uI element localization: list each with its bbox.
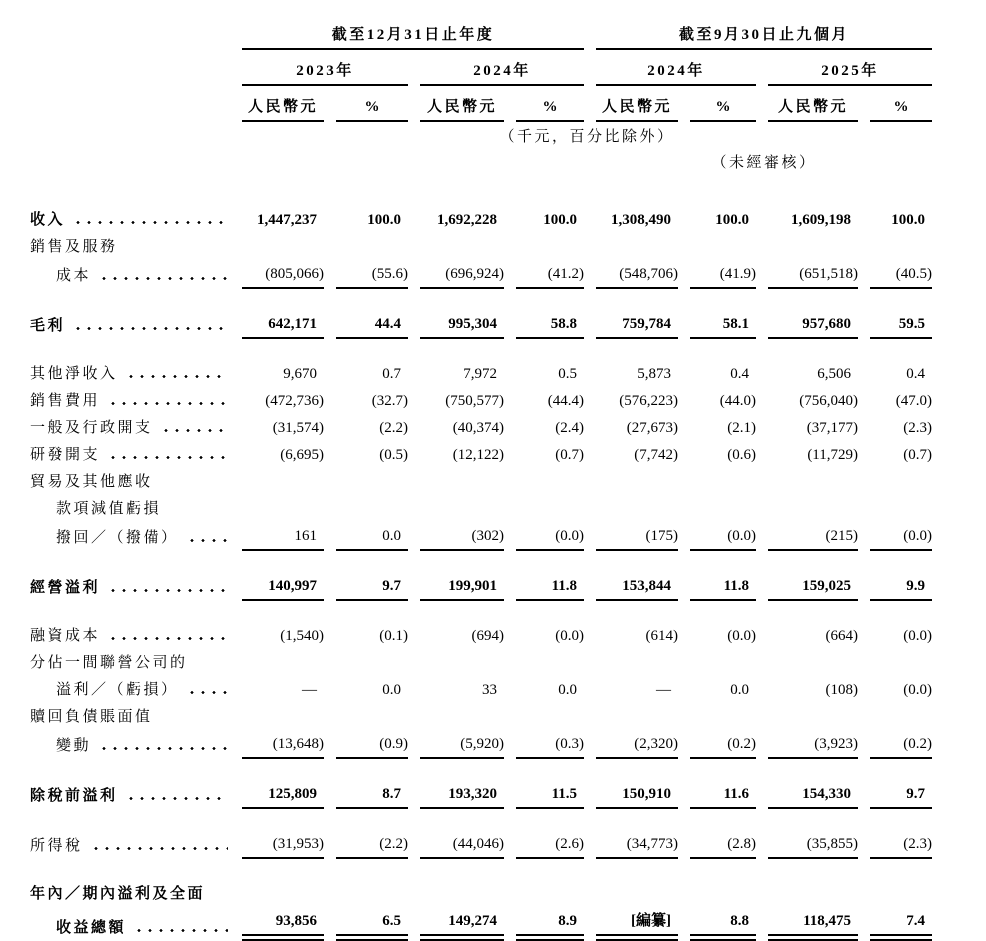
cell-value: (44.4) [547,393,584,409]
cell-value: (0.2) [690,726,756,759]
cell-value [768,876,858,903]
row-label: 收益總額 [56,920,127,936]
year-header-2023: 2023年 [242,50,408,86]
cell-value [690,699,756,726]
cell-value: (40.5) [870,256,932,289]
cell-value [690,876,756,903]
year-header-2024: 2024年 [420,50,584,86]
cell-value: 7,972 [463,366,497,382]
row-label: 除稅前溢利 [30,788,118,804]
row-spacer [30,601,932,618]
cell-value [596,464,678,491]
cell-value: (750,577) [445,393,504,409]
row-label: 贖回負債賬面值 [30,709,153,725]
cell-value: 1,692,228 [437,212,497,228]
cell-value [516,491,584,518]
cell-value: 100.0 [891,212,925,228]
table-row-impairment-reversal-provision [30,518,932,551]
cell-value [768,464,858,491]
cell-value [336,876,408,903]
cell-value: 33 [482,682,497,698]
cell-value: (2.2) [379,420,408,436]
cell-value: 642,171 [242,306,324,339]
table-row-impairment-reversal-provision-labelline-0 [30,464,932,491]
cell-value: 9.9 [870,568,932,601]
cell-value: 8.9 [516,903,584,941]
row-label-cell [30,903,230,941]
cell-value: 140,997 [242,568,324,601]
cell-value: (0.5) [379,447,408,463]
table-row-other-net-income [30,356,932,383]
cell-value [242,229,324,256]
period-header-annual: 截至12月31日止年度 [242,14,584,50]
table-row-revenue [30,202,932,229]
row-label: 一般及行政開支 [30,420,153,436]
cell-value: 150,910 [596,776,678,809]
period-header-row [30,14,932,50]
cell-value: 1,447,237 [257,212,317,228]
dot-leader [73,220,228,225]
cell-value: (2.4) [555,420,584,436]
header-spacer-cell [30,86,230,122]
cell-value [516,229,584,256]
cell-value: (41.2) [516,256,584,289]
cell-value: 11.5 [516,776,584,809]
col-header-currency: 人民幣元 [596,86,678,122]
dot-leader [126,796,228,801]
cell-value [420,699,504,726]
cell-value: (31,953) [242,826,324,859]
row-label-cell [30,383,230,410]
row-label-cell [30,568,230,601]
dot-leader [161,428,228,433]
dot-leader [126,374,228,379]
row-label: 毛利 [30,318,66,334]
year-header-row [30,50,932,86]
dot-leader [134,928,228,933]
col-header-currency: 人民幣元 [420,86,504,122]
cell-value: 8.8 [690,903,756,941]
row-label-cell [30,202,230,229]
cell-value: (548,706) [596,256,678,289]
cell-value: 58.8 [516,306,584,339]
cell-value: (0.9) [336,726,408,759]
cell-value: 125,809 [242,776,324,809]
cell-value [596,645,678,672]
row-label: 款項減值虧損 [56,501,162,517]
table-row-general-admin-expenses [30,410,932,437]
cell-value: 957,680 [768,306,858,339]
cell-value: (215) [768,518,858,551]
cell-value: (756,040) [799,393,858,409]
cell-value: (2.6) [516,826,584,859]
cell-value: (0.0) [903,628,932,644]
cell-value: (0.6) [727,447,756,463]
cell-value: 6.5 [336,903,408,941]
unaudited-note: （未經審核） [711,155,817,171]
cell-value: 1,308,490 [611,212,671,228]
cell-value [516,699,584,726]
table-row-total-profit-comprehensive-income-labelline-0 [30,876,932,903]
row-spacer [30,859,932,876]
cell-value [690,645,756,672]
cell-value: 0.5 [558,366,577,382]
cell-value: (108) [825,682,858,698]
cell-value [242,491,324,518]
dot-leader [73,326,228,331]
cell-value: (0.0) [870,518,932,551]
row-label-cell [30,699,230,726]
cell-value: (32.7) [371,393,408,409]
cell-value: (35,855) [768,826,858,859]
row-label-cell [30,437,230,464]
table-row-share-of-associate-profit-loss [30,672,932,699]
row-label-cell [30,518,230,551]
cell-value: (2.3) [870,826,932,859]
cell-value: 11.8 [516,568,584,601]
col-header-percent: % [516,86,584,122]
cell-value: 9.7 [870,776,932,809]
cell-value: (0.0) [903,682,932,698]
cell-value: (805,066) [242,256,324,289]
income-statement-table [18,14,944,941]
row-label-cell [30,876,230,903]
row-label-cell [30,618,230,645]
cell-value: 100.0 [715,212,749,228]
cell-value [690,491,756,518]
cell-value [870,699,932,726]
cell-value [336,645,408,672]
cell-value: 154,330 [768,776,858,809]
dot-leader [108,455,228,460]
row-label: 貿易及其他應收 [30,474,153,490]
column-header-row [30,86,932,122]
cell-value: 153,844 [596,568,678,601]
cell-value: (472,736) [265,393,324,409]
cell-value: (6,695) [280,447,324,463]
row-label-cell [30,491,230,518]
cell-value: 9.7 [336,568,408,601]
table-row-selling-expenses [30,383,932,410]
row-label: 年內／期內溢利及全面 [30,886,206,902]
unaudited-note-row [30,146,932,172]
cell-value [596,699,678,726]
cell-value: 161 [242,518,324,551]
cell-value [516,876,584,903]
cell-value [420,229,504,256]
table-row-redemption-liabilities-change [30,726,932,759]
row-label: 分佔一間聯營公司的 [30,655,188,671]
dot-leader [187,538,228,543]
dot-leader [108,588,228,593]
cell-value [516,464,584,491]
cell-value [596,229,678,256]
period-header-interim: 截至9月30日止九個月 [596,14,932,50]
cell-value [768,229,858,256]
cell-value: 0.0 [558,682,577,698]
col-header-percent: % [870,86,932,122]
table-row-income-tax [30,826,932,859]
cell-value: 0.0 [730,682,749,698]
col-header-currency: 人民幣元 [242,86,324,122]
cell-value [420,645,504,672]
table-row-cost-of-sales-and-services-labelline-0 [30,229,932,256]
cell-value: 0.4 [730,366,749,382]
cell-value: 193,320 [420,776,504,809]
cell-value [336,491,408,518]
cell-value: (0.0) [555,628,584,644]
cell-value [336,464,408,491]
row-label-cell [30,410,230,437]
table-row-operating-profit [30,568,932,601]
row-label: 經營溢利 [30,580,101,596]
cell-value: (0.3) [516,726,584,759]
cell-value: (27,673) [626,420,678,436]
col-header-currency: 人民幣元 [768,86,858,122]
cell-value [420,876,504,903]
cell-value: (12,122) [452,447,504,463]
row-label: 成本 [56,268,92,284]
cell-value: (0.2) [870,726,932,759]
cell-value: 59.5 [870,306,932,339]
col-header-percent: % [690,86,756,122]
cell-value: (2.8) [690,826,756,859]
dot-leader [187,690,228,695]
cell-value: (40,374) [452,420,504,436]
cell-value: (0.0) [727,628,756,644]
year-header-2024-interim: 2024年 [596,50,756,86]
row-label: 銷售及服務 [30,239,118,255]
cell-value: (664) [825,628,858,644]
row-label-cell [30,464,230,491]
cell-value [242,464,324,491]
row-label-cell [30,229,230,256]
cell-value: (2.1) [727,420,756,436]
table-row-gross-profit [30,306,932,339]
row-spacer [30,809,932,826]
cell-value: (37,177) [806,420,858,436]
cell-value: 995,304 [420,306,504,339]
cell-value: 6,506 [817,366,851,382]
cell-value [242,699,324,726]
cell-value: (44.0) [719,393,756,409]
row-spacer [30,289,932,306]
cell-value: (2.3) [903,420,932,436]
year-header-2025: 2025年 [768,50,932,86]
units-note: （千元，百分比除外） [499,129,675,145]
cell-value: (694) [471,628,504,644]
units-note-row [30,122,932,146]
cell-value [870,876,932,903]
cell-value: 0.7 [382,366,401,382]
cell-value: (651,518) [768,256,858,289]
row-label-cell [30,672,230,699]
dot-leader [108,401,228,406]
cell-value [768,491,858,518]
table-row-impairment-reversal-provision-labelline-1 [30,491,932,518]
cell-value [242,876,324,903]
row-label-cell [30,256,230,289]
row-label: 變動 [56,738,92,754]
table-row-finance-costs [30,618,932,645]
cell-value: (1,540) [280,628,324,644]
table-row-rd-expenses [30,437,932,464]
cell-value: 93,856 [242,903,324,941]
cell-value [870,229,932,256]
cell-value: (302) [420,518,504,551]
cell-value [768,645,858,672]
row-spacer [30,172,932,202]
cell-value: (13,648) [242,726,324,759]
row-label: 溢利／（虧損） [56,682,179,698]
cell-value: 118,475 [768,903,858,941]
cell-value: (3,923) [768,726,858,759]
cell-value: (614) [645,628,678,644]
cell-value [870,464,932,491]
cell-value: 199,901 [420,568,504,601]
cell-value [596,491,678,518]
cell-value: (2,320) [596,726,678,759]
cell-value [242,645,324,672]
cell-value: (0.0) [690,518,756,551]
cell-value [596,876,678,903]
cell-value: — [656,682,671,698]
cell-value: (34,773) [596,826,678,859]
cell-value: 159,025 [768,568,858,601]
cell-value: 0.4 [906,366,925,382]
cell-value: 100.0 [367,212,401,228]
cell-value [516,645,584,672]
row-label-cell [30,645,230,672]
row-label-cell [30,826,230,859]
cell-value: 58.1 [690,306,756,339]
cell-value: (0.1) [379,628,408,644]
cell-value: (41.9) [690,256,756,289]
header-spacer-cell [30,146,584,172]
dot-leader [99,276,228,281]
cell-value: (175) [596,518,678,551]
cell-value: 0.0 [336,518,408,551]
row-spacer [30,551,932,568]
row-spacer [30,759,932,776]
cell-value: (55.6) [336,256,408,289]
cell-value [870,645,932,672]
cell-value: (696,924) [420,256,504,289]
row-label-cell [30,726,230,759]
cell-value [336,699,408,726]
cell-value: (7,742) [634,447,678,463]
cell-value: 759,784 [596,306,678,339]
row-label: 所得稅 [30,838,83,854]
cell-value: 1,609,198 [791,212,851,228]
cell-value: (2.2) [336,826,408,859]
cell-value: 11.8 [690,568,756,601]
row-label: 撥回／（撥備） [56,530,179,546]
table-row-cost-of-sales-and-services [30,256,932,289]
cell-value: 8.7 [336,776,408,809]
cell-value [336,229,408,256]
cell-value [420,491,504,518]
cell-value [420,464,504,491]
dot-leader [108,636,228,641]
cell-value [690,229,756,256]
cell-value: (44,046) [420,826,504,859]
cell-value: (47.0) [895,393,932,409]
cell-value: 149,274 [420,903,504,941]
row-label: 銷售費用 [30,393,101,409]
row-label-cell [30,776,230,809]
header-spacer-cell [30,122,230,146]
row-label-cell [30,356,230,383]
cell-value: [編纂] [596,903,678,941]
table-row-redemption-liabilities-change-labelline-0 [30,699,932,726]
cell-value: — [302,682,317,698]
cell-value [870,491,932,518]
row-label: 其他淨收入 [30,366,118,382]
table-row-total-profit-comprehensive-income [30,903,932,941]
header-spacer-cell [30,14,230,50]
cell-value: (31,574) [272,420,324,436]
cell-value: (0.7) [555,447,584,463]
dot-leader [91,846,228,851]
cell-value: 100.0 [543,212,577,228]
cell-value: (0.7) [903,447,932,463]
cell-value: 44.4 [336,306,408,339]
row-label-cell [30,306,230,339]
row-label: 收入 [30,212,66,228]
row-label: 融資成本 [30,628,101,644]
cell-value: 9,670 [283,366,317,382]
cell-value: (0.0) [516,518,584,551]
cell-value: (11,729) [807,447,858,463]
dot-leader [99,746,228,751]
cell-value: (5,920) [420,726,504,759]
cell-value: 7.4 [870,903,932,941]
col-header-percent: % [336,86,408,122]
row-label: 研發開支 [30,447,101,463]
cell-value: 5,873 [637,366,671,382]
cell-value [768,699,858,726]
cell-value: 0.0 [382,682,401,698]
cell-value [690,464,756,491]
cell-value: 11.6 [690,776,756,809]
table-row-profit-before-tax [30,776,932,809]
row-spacer [30,339,932,356]
cell-value: (576,223) [619,393,678,409]
table-row-share-of-associate-profit-loss-labelline-0 [30,645,932,672]
header-spacer-cell [30,50,230,86]
